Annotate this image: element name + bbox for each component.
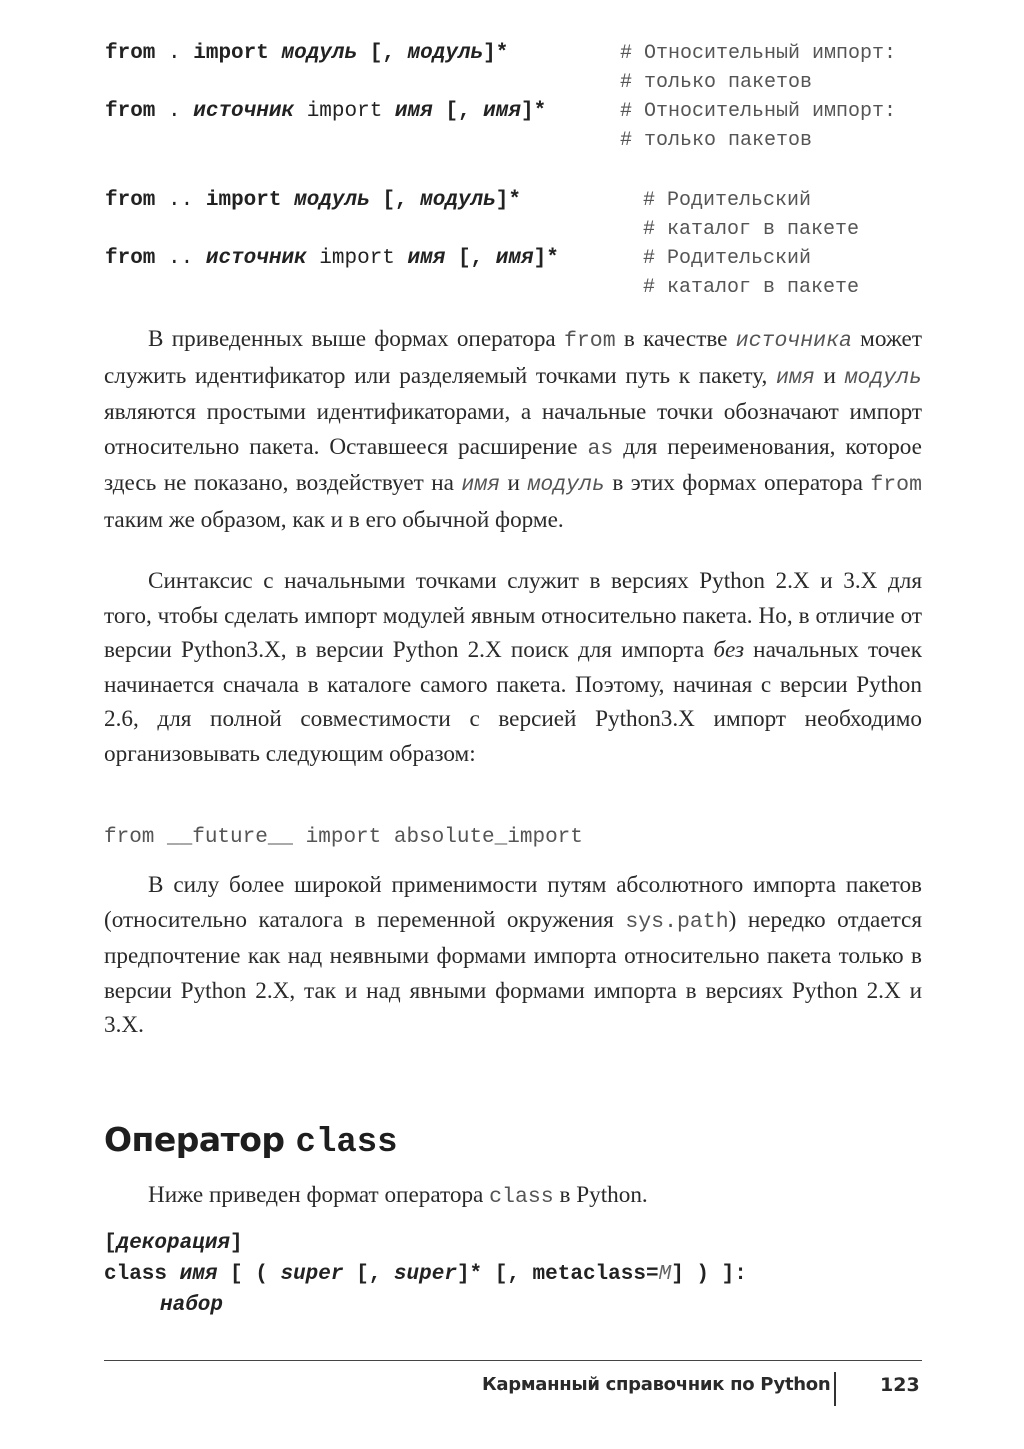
- paragraph-absolute-imports: В силу более широкой применимости путям абсолютного импорта пакетов (относительно каталога в переменной окружения sys.path) нередко отдается предпочтение как над неявными формами импорта относительно пакета только в версии Python 2.X, так и над явными формами импорта в версиях Python 2.X и 3.X.: [104, 872, 922, 1038]
- page-number: 123: [880, 1374, 920, 1396]
- code-comment: # каталог в пакете: [643, 276, 860, 299]
- paragraph-leading-dots: Синтаксис с начальными точками служит в версиях Python 2.X и 3.X для того, чтобы сделать импорт модулей явным относительно пакета. Но, в отличие от версии Python3.X, в версии Python 2.X поиск для импорта без начальных точек начинается сначала в каталоге самого пакета. Поэтому, начиная с версии Python 2.6, для полной совместимости с версией Python3.X импорт необходимо организовывать следующим образом:: [104, 568, 922, 767]
- code-future-import: from __future__ import absolute_import: [104, 826, 583, 849]
- class-syntax-line-1: [декорация]: [104, 1232, 243, 1255]
- code-comment: # каталог в пакете: [643, 218, 860, 241]
- code-comment: # Родительский: [643, 247, 812, 270]
- code-comment: # Относительный импорт:: [620, 100, 897, 123]
- code-comment: # только пакетов: [620, 71, 813, 94]
- section-heading: Оператор class: [104, 1120, 398, 1162]
- footer-book-title: Карманный справочник по Python: [482, 1374, 831, 1395]
- code-comment: # только пакетов: [620, 129, 813, 152]
- code-comment: # Родительский: [643, 189, 812, 212]
- code-comment: # Относительный импорт:: [620, 42, 897, 65]
- footer-rule: [104, 1360, 922, 1361]
- code-line-1: from . import модуль [, модуль]*: [105, 42, 509, 65]
- code-line-2: from . источник import имя [, имя]*: [105, 100, 547, 123]
- class-syntax-line-3: набор: [160, 1294, 224, 1317]
- footer-separator: [834, 1372, 836, 1406]
- section-intro: Ниже приведен формат оператора class в Python.: [148, 1182, 648, 1209]
- paragraph-from-forms: В приведенных выше формах оператора from в качестве источника может служить идентификатор или разделяемый точками путь к пакету, имя и модуль являются простыми идентификаторами, а начальные точки обозначают импорт относительно пакета. Оставшееся расширение as для переименования, которое здесь не показано, воздействует на имя и модуль в этих формах оператора from таким же образом, как и в его обычной форме.: [104, 326, 922, 533]
- class-syntax-line-2: class имя [ ( super [, super]* [, metaclass=M] ) ]:: [104, 1263, 747, 1286]
- code-line-4: from .. источник import имя [, имя]*: [105, 247, 559, 270]
- code-line-3: from .. import модуль [, модуль]*: [105, 189, 521, 212]
